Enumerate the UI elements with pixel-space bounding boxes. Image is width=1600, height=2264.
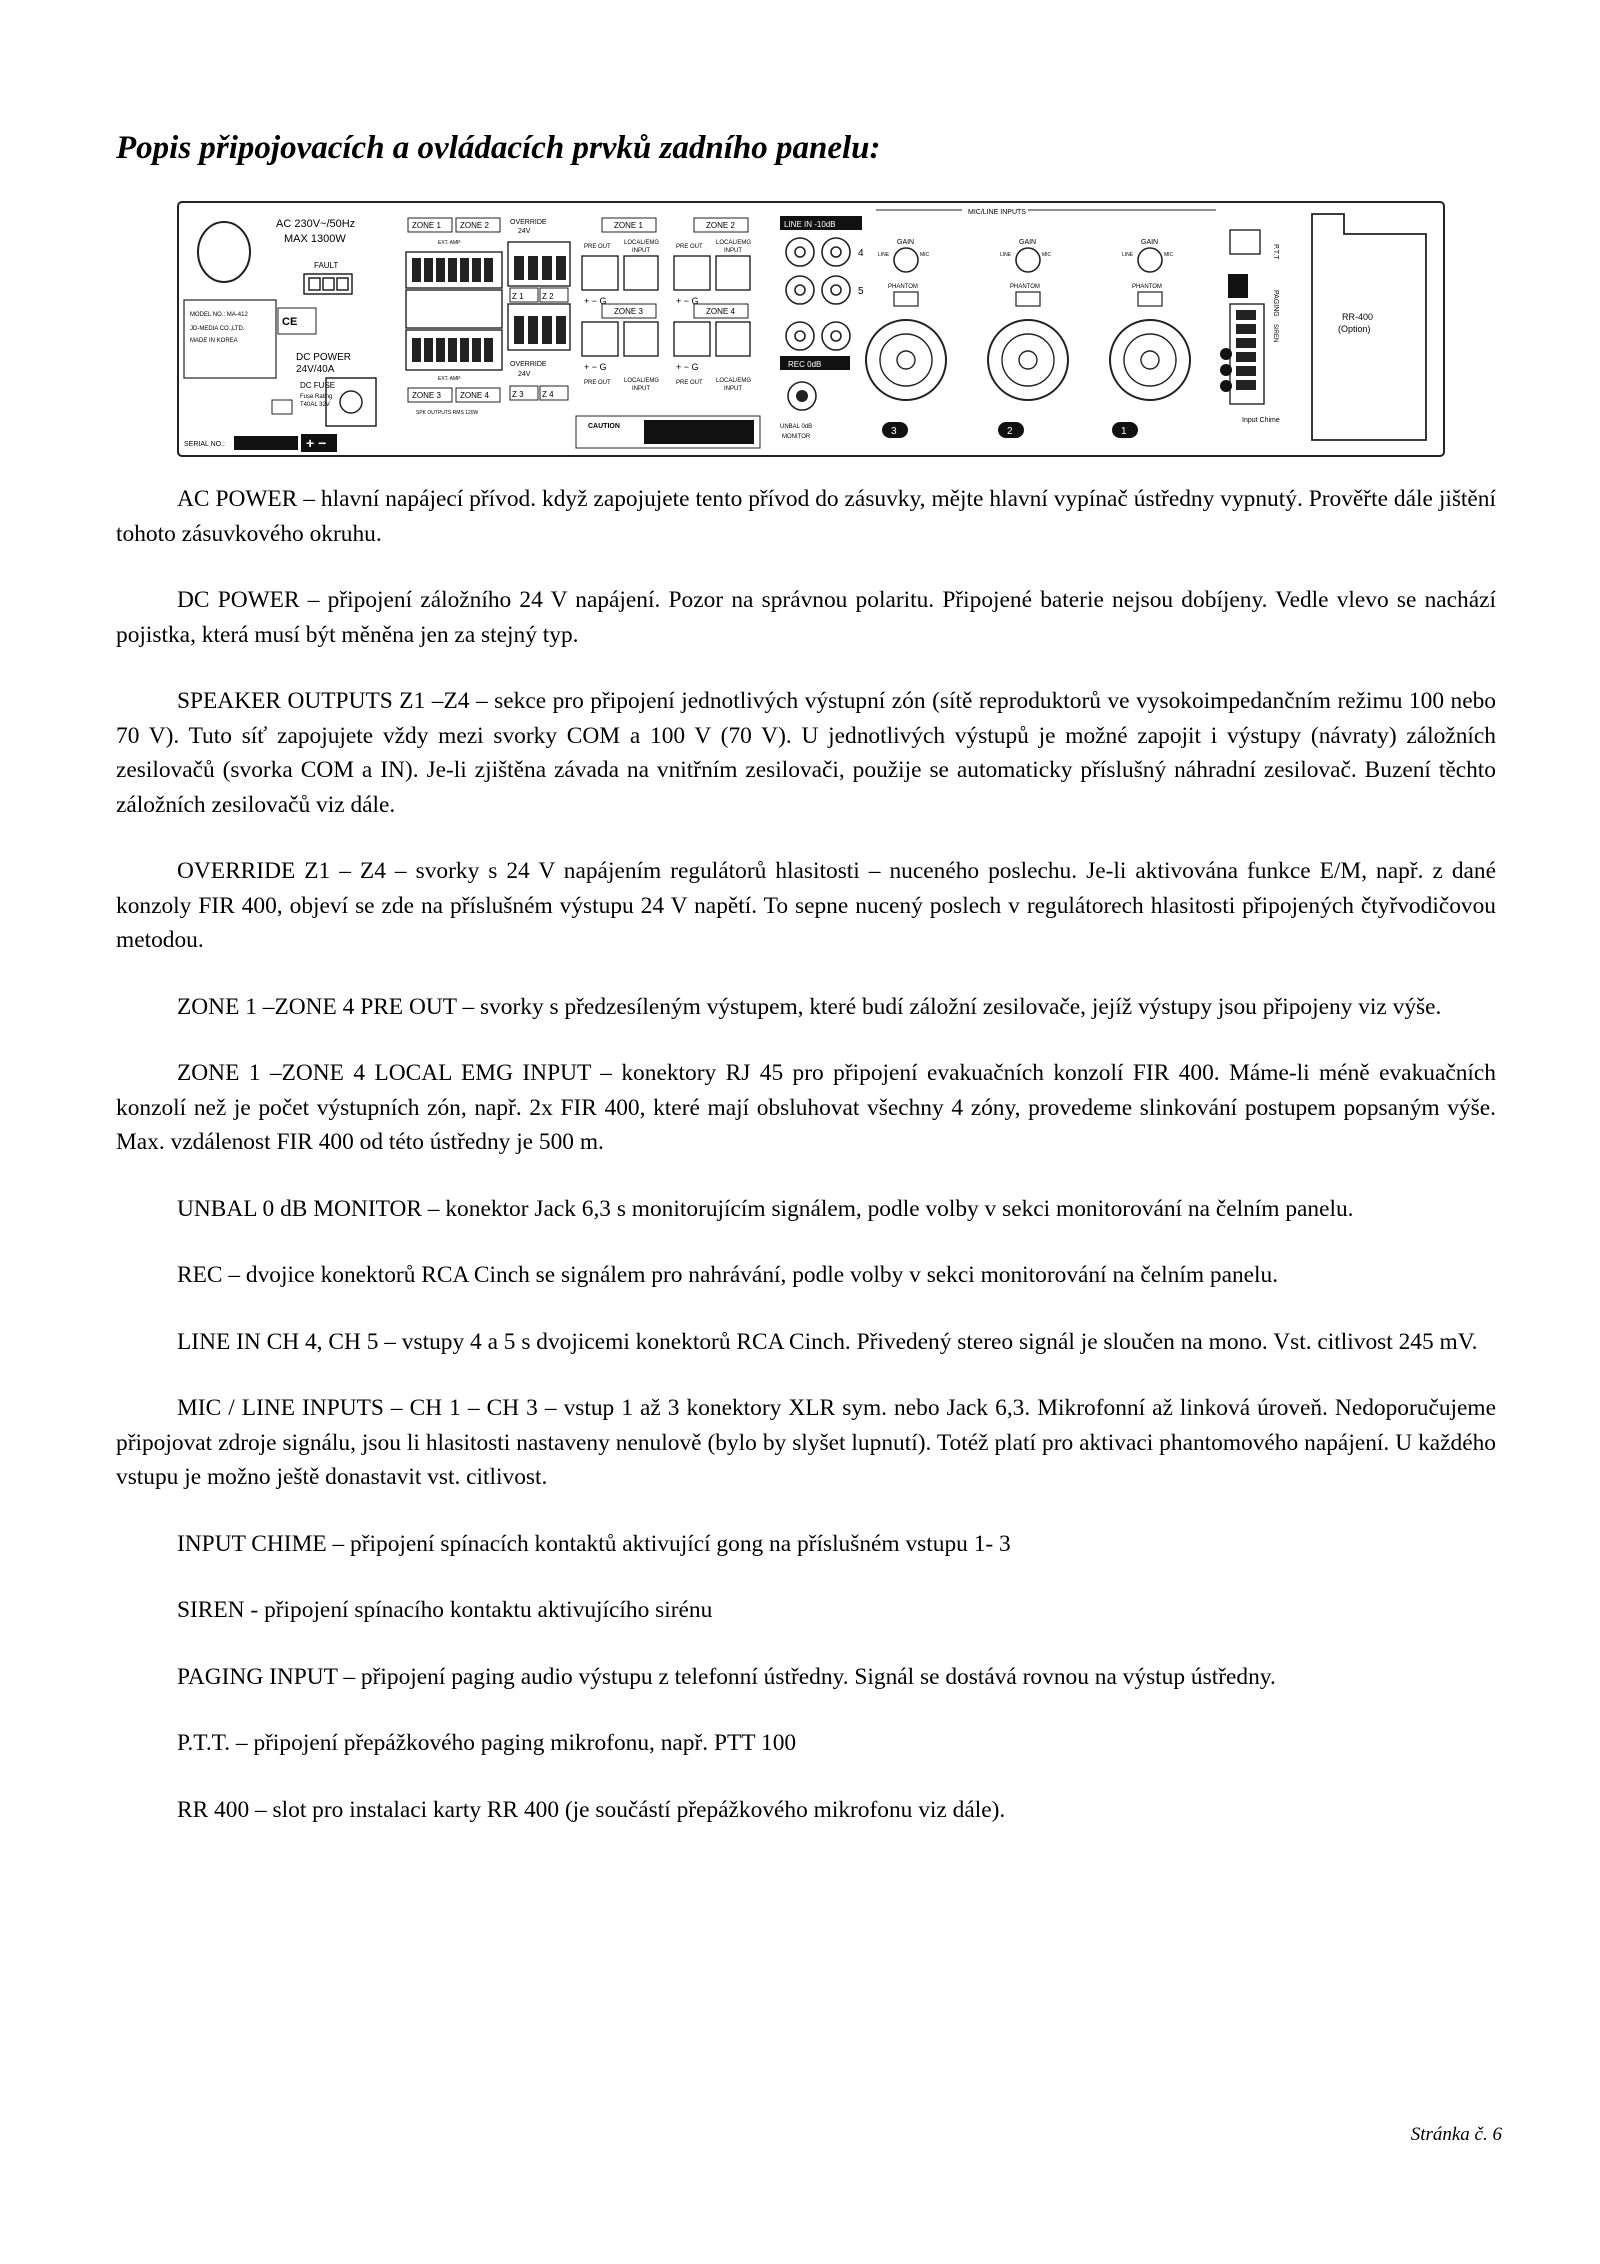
- max-power-label: MAX 1300W: [284, 233, 346, 245]
- local-emg-label-z1: LOCAL/EMG: [624, 240, 660, 246]
- emg-zone4-label: ZONE 4: [706, 307, 735, 316]
- svg-text:+ −: + −: [306, 435, 327, 451]
- fuse-holder: [272, 400, 292, 414]
- caution-label: [576, 416, 760, 448]
- rr400-slot: [1312, 214, 1426, 440]
- paragraph-line-in: LINE IN CH 4, CH 5 – vstupy 4 a 5 s dvojicemi konektorů RCA Cinch. Přivedený stereo signál je sloučen na mono. Vst. citlivost 245 mV.: [177, 1328, 1478, 1355]
- gain-label-ch2: GAIN: [1019, 239, 1037, 246]
- emg-zone2-label: ZONE 2: [706, 221, 735, 230]
- paragraph-ptt: P.T.T. – připojení přepážkového paging mikrofonu, např. PTT 100: [177, 1730, 797, 1756]
- paragraph-input-chime: INPUT CHIME – připojení spínacích kontaktů aktivující gong na příslušném vstupu 1- 3: [177, 1530, 1011, 1557]
- mic-input-ch2: [988, 239, 1068, 438]
- ptt-label: P.T.T: [1272, 244, 1279, 260]
- pre-out-label-z4: PRE OUT: [676, 380, 703, 386]
- rec-label: REC 0dB: [788, 360, 822, 369]
- phantom-label-ch2: PHANTOM: [1010, 284, 1040, 290]
- override-z1-label: Z 1: [512, 292, 524, 301]
- line-label-ch3: LINE: [878, 252, 890, 258]
- fuse-rating-label: Fuse Rating: [300, 394, 333, 400]
- rr400-label: RR-400: [1342, 312, 1374, 322]
- rr400-option-label: (Option): [1338, 324, 1371, 334]
- channel-2-label: 2: [1007, 426, 1013, 437]
- mic-label-ch3: MIC: [920, 252, 930, 258]
- line-in-label: LINE IN -10dB: [784, 220, 836, 229]
- paragraph-rec: REC – dvojice konektorů RCA Cinch se signálem pro nahrávání, podle volby v sekci monitorování na čelním panelu.: [177, 1262, 1279, 1288]
- gain-label-ch3: GAIN: [897, 239, 915, 246]
- rear-panel-svg: [176, 200, 1446, 458]
- local-emg-label-z2: LOCAL/EMG: [716, 240, 752, 246]
- made-in-label: MADE IN KOREA: [190, 338, 238, 344]
- paragraph-paging-input: PAGING INPUT – připojení paging audio výstupu z telefonní ústředny. Signál se dostává rovnou na výstup ústředny.: [177, 1663, 1276, 1690]
- paragraph-rr400: RR 400 – slot pro instalaci karty RR 400 (je součástí přepážkového mikrofonu viz dále).: [177, 1796, 1006, 1823]
- local-emg-label-z3: LOCAL/EMG: [624, 378, 660, 384]
- paging-label: PAGING: [1272, 290, 1279, 317]
- line-label-ch2: LINE: [1000, 252, 1012, 258]
- override-voltage-top: 24V: [518, 228, 531, 235]
- input-label-z3: INPUT: [632, 386, 650, 392]
- ac-rating-label: AC 230V~/50Hz: [276, 218, 356, 230]
- line-in-rec-block: [780, 216, 864, 440]
- page-number: Stránka č. 6: [1410, 2124, 1502, 2145]
- line-in-ch5-label: 5: [858, 286, 864, 297]
- channel-3-label: 3: [891, 426, 897, 437]
- paragraph-pre-out: ZONE 1 –ZONE 4 PRE OUT – svorky s předzesíleným výstupem, které budí záložní zesilovače, jejíž výstupy jsou připojeny viz výše.: [177, 993, 1442, 1020]
- model-number-label: MODEL NO.: MA-412: [190, 312, 248, 318]
- paragraph-speaker-outputs: SPEAKER OUTPUTS Z1 –Z4 – sekce pro připojení jednotlivých výstupní zón (sítě reproduktorů ve vysokoimpedančním režimu 100 nebo 70 V). Tuto síť zapojujete vždy mezi svorky COM a 100 V (70 V). U jednotlivých výstupů je možné zapojit i výstupy (návraty) záložních zesilovačů (svorka COM a IN). Je-li zjištěna závada na vnitřním zesilovači, použije se automaticky příslušný náhradní zesilovač. Buzení těchto záložních zesilovačů viz dále.: [116, 688, 1496, 818]
- dc-rating-label: 24V/40A: [296, 364, 335, 375]
- mic-line-inputs-block: [866, 209, 1216, 438]
- input-label-z4: INPUT: [724, 386, 742, 392]
- pre-out-label-z2: PRE OUT: [676, 244, 703, 250]
- ext-amp-label-top: EXT. AMP: [438, 240, 461, 246]
- pre-out-label-z3: PRE OUT: [584, 380, 611, 386]
- paragraph-mic-line-inputs: MIC / LINE INPUTS – CH 1 – CH 3 – vstup 1 až 3 konektory XLR sym. nebo Jack 6,3. Mikrofonní až linková úroveň. Nedoporučujeme připojovat zdroje signálu, jsou li hlasitosti nastaveny nenulově (bylo by slyšet lupnutí). Totéž platí pro aktivaci phantomového napájení. U každého vstupu je možno ještě donastavit vst. citlivost.: [116, 1395, 1496, 1490]
- channel-1-label: 1: [1121, 426, 1127, 437]
- monitor-label: MONITOR: [782, 434, 811, 440]
- dc-fuse-label: DC FUSE: [300, 381, 336, 390]
- paragraph-local-emg-input: ZONE 1 –ZONE 4 LOCAL EMG INPUT – konektory RJ 45 pro připojení evakuačních konzolí FIR 400. Máme-li méně evakuačních konzolí než je počet výstupních zón, např. 2x FIR 400, které mají obsluhovat všechny 4 zóny, provedeme slinkování postupem popsaným výše. Max. vzdálenost FIR 400 od této ústředny je 500 m.: [116, 1060, 1496, 1155]
- override-z4-label: Z 4: [542, 390, 554, 399]
- ac-power-socket: [198, 222, 250, 282]
- svg-text:CE: CE: [282, 316, 298, 328]
- caution-text: CAUTION: [588, 423, 620, 430]
- paragraph-unbal-monitor: UNBAL 0 dB MONITOR – konektor Jack 6,3 s monitorujícím signálem, podle volby v sekci monitorování na čelním panelu.: [177, 1195, 1354, 1222]
- mic-input-ch1: [1110, 239, 1190, 438]
- spk-zone4-label: ZONE 4: [460, 391, 489, 400]
- speaker-outputs-block: [406, 218, 502, 416]
- input-label-z2: INPUT: [724, 248, 742, 254]
- mic-label-ch1: MIC: [1164, 252, 1174, 258]
- input-chime-label: Input Chime: [1242, 417, 1280, 424]
- svg-text:+ − G: + − G: [584, 362, 607, 372]
- svg-text:+ − G: + − G: [676, 362, 699, 372]
- pre-out-emg-block: [582, 218, 751, 392]
- ptt-jack: [1230, 230, 1260, 254]
- ptt-paging-chime-block: [1220, 230, 1280, 424]
- fault-label: FAULT: [314, 261, 339, 270]
- emg-zone1-label: ZONE 1: [614, 221, 643, 230]
- paragraph-siren: SIREN - připojení spínacího kontaktu aktivujícího sirénu: [177, 1597, 713, 1623]
- spk-zone1-label: ZONE 1: [412, 221, 441, 230]
- input-label-z1: INPUT: [632, 248, 650, 254]
- gain-label-ch1: GAIN: [1141, 239, 1159, 246]
- unbal-label: UNBAL 0dB: [780, 424, 813, 430]
- mic-input-ch3: [866, 239, 946, 438]
- paragraph-ac-power: AC POWER – hlavní napájecí přívod. když zapojujete tento přívod do zásuvky, mějte hlavní vypínač ústředny vypnutý. Prověřte dále jištění tohoto zásuvkového okruhu.: [116, 486, 1496, 547]
- serial-label: SERIAL NO.:: [184, 441, 225, 448]
- override-z3-label: Z 3: [512, 390, 524, 399]
- fault-terminal: [304, 274, 352, 294]
- ext-amp-label-bottom: EXT. AMP: [438, 376, 461, 382]
- description-text: [116, 482, 1496, 1859]
- phantom-label-ch1: PHANTOM: [1132, 284, 1162, 290]
- mic-label-ch2: MIC: [1042, 252, 1052, 258]
- line-in-ch4-label: 4: [858, 248, 864, 259]
- svg-text:+ − G: + − G: [584, 296, 607, 306]
- svg-text:+ − G: + − G: [676, 296, 699, 306]
- local-emg-label-z4: LOCAL/EMG: [716, 378, 752, 384]
- pre-out-label-z1: PRE OUT: [584, 244, 611, 250]
- override-z2-label: Z 2: [542, 292, 554, 301]
- phantom-label-ch3: PHANTOM: [888, 284, 918, 290]
- line-label-ch1: LINE: [1122, 252, 1134, 258]
- page-title: Popis připojovacích a ovládacích prvků zadního panelu:: [116, 130, 881, 166]
- spk-zone2-label: ZONE 2: [460, 221, 489, 230]
- maker-label: JD-MEDIA CO.,LTD.: [190, 326, 245, 332]
- override-label-top: OVERRIDE: [510, 219, 547, 226]
- override-block: [508, 219, 570, 400]
- dc-power-label: DC POWER: [296, 352, 351, 363]
- spk-zone3-label: ZONE 3: [412, 391, 441, 400]
- emg-zone3-label: ZONE 3: [614, 307, 643, 316]
- override-label-bottom: OVERRIDE: [510, 361, 547, 368]
- serial-sticker: [234, 436, 298, 450]
- fuse-value-label: T40AL 32V: [300, 402, 330, 408]
- rear-panel-diagram: [176, 200, 1446, 458]
- paragraph-dc-power: DC POWER – připojení záložního 24 V napájení. Pozor na správnou polaritu. Připojené baterie nejsou dobíjeny. Vedle vlevo se nachází pojistka, která musí být měněna jen za stejný typ.: [116, 587, 1496, 648]
- mic-line-inputs-label: MIC/LINE INPUTS: [968, 209, 1026, 216]
- siren-label: SIREN: [1272, 324, 1278, 343]
- spk-outputs-rms-label: SPK OUTPUTS RMS 120W: [416, 410, 479, 416]
- override-voltage-bottom: 24V: [518, 371, 531, 378]
- paragraph-override: OVERRIDE Z1 – Z4 – svorky s 24 V napájením regulátorů hlasitosti – nuceného poslechu. Je-li aktivována funkce E/M, např. z dané konzoly FIR 400, objeví se zde na příslušném výstupu 24 V napětí. To sepne nucený poslech v regulátorech hlasitosti připojených čtyřvodičovou metodou.: [116, 858, 1496, 953]
